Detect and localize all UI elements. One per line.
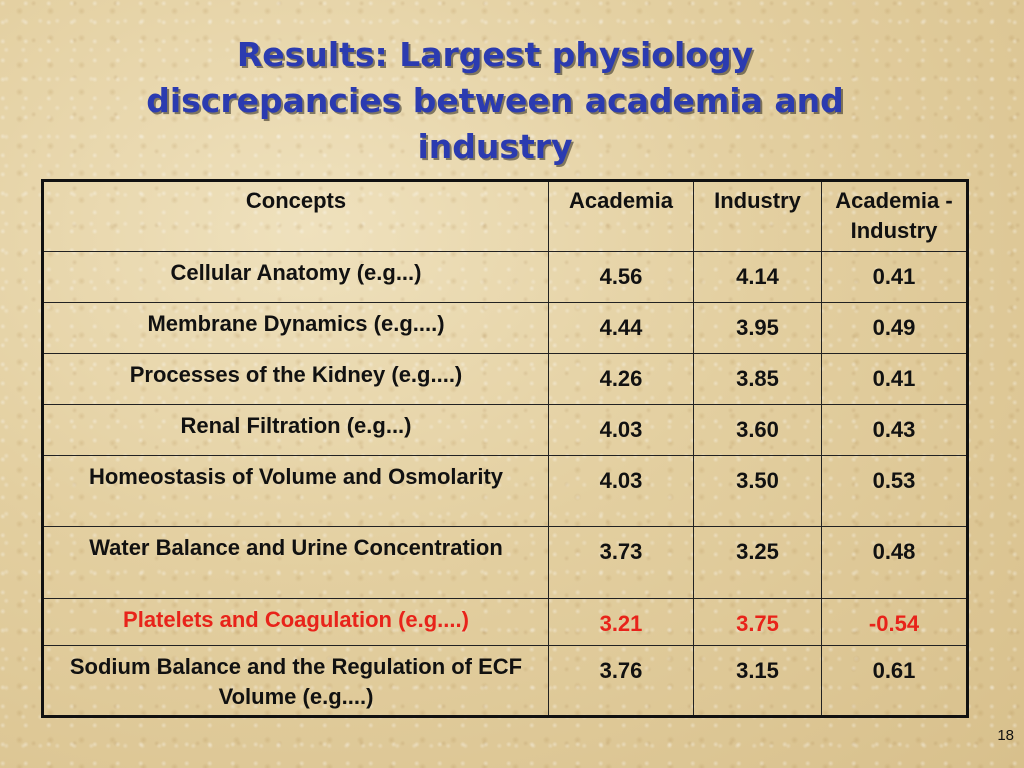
industry-cell: 3.60 bbox=[694, 405, 822, 456]
concept-cell: Renal Filtration (e.g...) bbox=[43, 405, 549, 456]
table-row bbox=[43, 456, 968, 527]
academia-cell: 3.21 bbox=[549, 599, 694, 646]
header-concepts: Concepts bbox=[43, 181, 549, 252]
academia-cell: 3.73 bbox=[549, 527, 694, 599]
academia-cell: 4.44 bbox=[549, 303, 694, 354]
difference-cell: 0.61 bbox=[822, 646, 968, 717]
difference-cell: 0.53 bbox=[822, 456, 968, 527]
difference-cell: 0.48 bbox=[822, 527, 968, 599]
table-row bbox=[43, 303, 968, 354]
difference-cell: 0.49 bbox=[822, 303, 968, 354]
title-line-3: industry bbox=[417, 127, 573, 166]
academia-cell: 4.03 bbox=[549, 456, 694, 527]
academia-cell: 3.76 bbox=[549, 646, 694, 717]
difference-cell: -0.54 bbox=[822, 599, 968, 646]
industry-cell: 3.25 bbox=[694, 527, 822, 599]
header-difference: Academia - Industry bbox=[822, 181, 968, 252]
table-row bbox=[43, 354, 968, 405]
industry-cell: 3.95 bbox=[694, 303, 822, 354]
table-row bbox=[43, 405, 968, 456]
concept-cell: Processes of the Kidney (e.g....) bbox=[43, 354, 549, 405]
difference-cell: 0.41 bbox=[822, 252, 968, 303]
concept-cell: Membrane Dynamics (e.g....) bbox=[43, 303, 549, 354]
table-header-row bbox=[43, 181, 968, 252]
table-row bbox=[43, 252, 968, 303]
concept-cell: Sodium Balance and the Regulation of ECF Volume (e.g....) bbox=[43, 646, 549, 717]
header-industry: Industry bbox=[694, 181, 822, 252]
industry-cell: 4.14 bbox=[694, 252, 822, 303]
concept-cell: Water Balance and Urine Concentration bbox=[43, 527, 549, 599]
table-row bbox=[43, 527, 968, 599]
table-row bbox=[43, 646, 968, 717]
difference-cell: 0.41 bbox=[822, 354, 968, 405]
difference-cell: 0.43 bbox=[822, 405, 968, 456]
industry-cell: 3.50 bbox=[694, 456, 822, 527]
results-table bbox=[41, 179, 969, 718]
title-line-2: discrepancies between academia and bbox=[146, 81, 844, 120]
academia-cell: 4.03 bbox=[549, 405, 694, 456]
concept-cell: Cellular Anatomy (e.g...) bbox=[43, 252, 549, 303]
slide-number: 18 bbox=[997, 727, 1014, 744]
slide-title bbox=[60, 32, 930, 170]
concept-cell: Platelets and Coagulation (e.g....) bbox=[43, 599, 549, 646]
table-row-highlighted bbox=[43, 599, 968, 646]
concept-cell: Homeostasis of Volume and Osmolarity bbox=[43, 456, 549, 527]
industry-cell: 3.85 bbox=[694, 354, 822, 405]
header-academia: Academia bbox=[549, 181, 694, 252]
industry-cell: 3.15 bbox=[694, 646, 822, 717]
academia-cell: 4.26 bbox=[549, 354, 694, 405]
academia-cell: 4.56 bbox=[549, 252, 694, 303]
title-line-1: Results: Largest physiology bbox=[236, 35, 754, 74]
industry-cell: 3.75 bbox=[694, 599, 822, 646]
